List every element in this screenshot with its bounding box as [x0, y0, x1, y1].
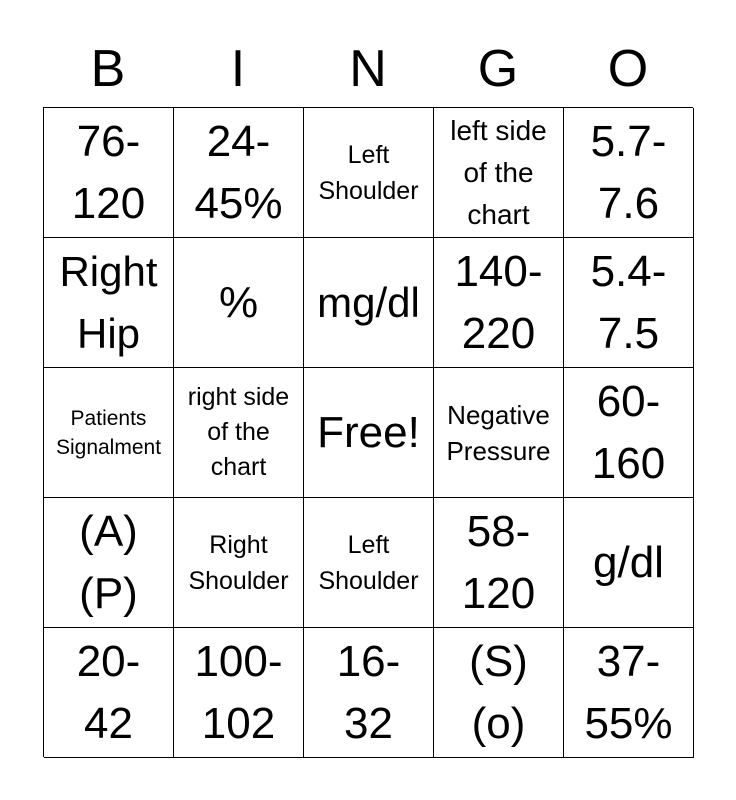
bingo-cell-0-2[interactable] [304, 108, 434, 238]
header-letter-b: B [90, 40, 126, 98]
cell-text: 100- 102 [194, 636, 283, 748]
bingo-cell-0-3[interactable] [434, 108, 564, 238]
cell-text: left side of the chart [450, 114, 547, 230]
cell-text: 58- 120 [461, 506, 536, 618]
bingo-cell-1-3[interactable] [434, 238, 564, 368]
bingo-cell-1-0[interactable] [44, 238, 174, 368]
bingo-cell-0-0[interactable] [44, 108, 174, 238]
cell-text: 37- 55% [584, 636, 673, 748]
cell-text: (A) (P) [79, 506, 138, 618]
cell-text: Patients Signalment [55, 406, 162, 459]
cell-text: 76- 120 [71, 116, 146, 228]
cell-text: Right Shoulder [188, 530, 289, 595]
bingo-cell-3-1[interactable] [174, 498, 304, 628]
header-letter-o: O [607, 40, 649, 98]
cell-text: Right Hip [59, 247, 158, 357]
cell-text: g/dl [593, 537, 664, 587]
header-letter-i: I [230, 40, 246, 98]
header-letter-n: N [349, 40, 387, 98]
cell-text: mg/dl [317, 278, 420, 326]
bingo-cell-3-3[interactable] [434, 498, 564, 628]
header-letter-g: G [477, 40, 519, 98]
bingo-cell-1-4[interactable] [564, 238, 694, 368]
bingo-cell-2-2[interactable] [304, 368, 434, 498]
cell-text: 5.7- 7.6 [590, 116, 667, 228]
bingo-cell-4-4[interactable] [564, 628, 694, 758]
bingo-cell-4-3[interactable] [434, 628, 564, 758]
bingo-cell-2-1[interactable] [174, 368, 304, 498]
cell-text: Negative Pressure [446, 399, 551, 466]
cell-text: Left Shoulder [318, 140, 419, 205]
bingo-cell-1-2[interactable] [304, 238, 434, 368]
bingo-cell-3-2[interactable] [304, 498, 434, 628]
cell-text: % [218, 277, 259, 327]
bingo-header [43, 30, 693, 108]
bingo-cell-3-4[interactable] [564, 498, 694, 628]
bingo-cell-2-4[interactable] [564, 368, 694, 498]
bingo-cell-2-3[interactable] [434, 368, 564, 498]
cell-text: 5.4- 7.5 [590, 246, 667, 358]
cell-text: 16- 32 [336, 636, 401, 748]
bingo-cell-4-1[interactable] [174, 628, 304, 758]
bingo-card [43, 107, 693, 757]
cell-text: 24- 45% [194, 116, 283, 228]
free-space-label: Free! [317, 407, 420, 457]
bingo-cell-4-2[interactable] [304, 628, 434, 758]
cell-text: (S) (o) [469, 636, 528, 748]
cell-text: Left Shoulder [318, 530, 419, 595]
bingo-cell-0-4[interactable] [564, 108, 694, 238]
bingo-cell-4-0[interactable] [44, 628, 174, 758]
bingo-cell-1-1[interactable] [174, 238, 304, 368]
bingo-cell-2-0[interactable] [44, 368, 174, 498]
cell-text: 20- 42 [76, 636, 141, 748]
cell-text: right side of the chart [187, 383, 290, 481]
bingo-cell-3-0[interactable] [44, 498, 174, 628]
cell-text: 140- 220 [454, 246, 543, 358]
cell-text: 60- 160 [591, 376, 666, 488]
bingo-cell-0-1[interactable] [174, 108, 304, 238]
